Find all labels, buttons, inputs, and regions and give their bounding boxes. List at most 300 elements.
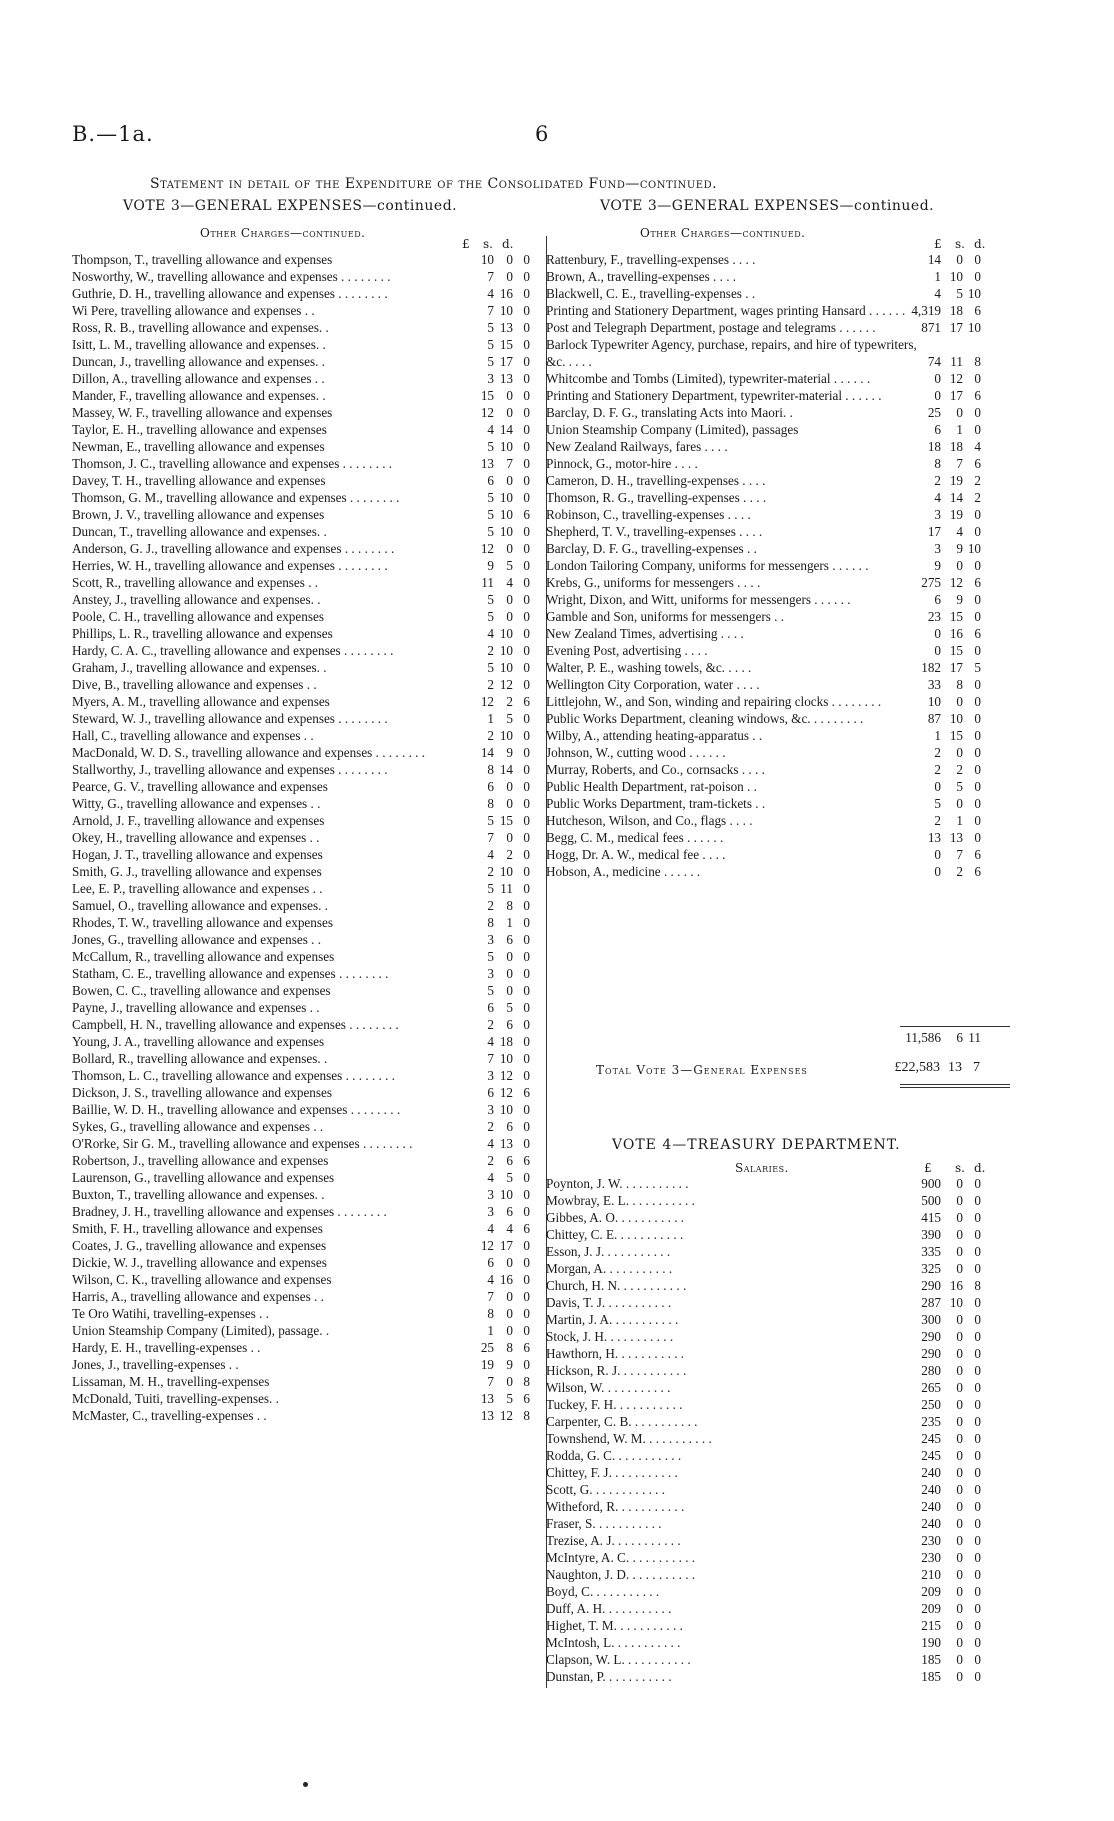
entry-description: Isitt, L. M., travelling allowance and expenses. . [72, 337, 326, 352]
entry-shillings: 15 [499, 813, 513, 828]
entry-description: Trezise, A. J. . . . . . . . . . . [546, 1533, 681, 1548]
entry-pence: 0 [523, 337, 530, 352]
entry-pence: 0 [974, 1363, 981, 1378]
entry-description: Dunstan, P. . . . . . . . . . . [546, 1669, 672, 1684]
entry-description: Blackwell, C. E., travelling-expenses . . [546, 286, 756, 301]
entry-description: Young, J. A., travelling allowance and expenses [72, 1034, 325, 1049]
entry-shillings: 19 [949, 507, 963, 522]
entry-pounds: 280 [921, 1363, 941, 1378]
entry-description: Wright, Dixon, and Witt, uniforms for messengers . . . . . . [546, 592, 851, 607]
entry-row [72, 1067, 530, 1084]
entry-pounds: 7 [487, 1289, 494, 1304]
entry-pounds: 4 [487, 626, 494, 641]
entry-row [546, 1294, 981, 1311]
entry-amount [901, 1583, 981, 1600]
entry-pounds: 275 [921, 575, 941, 590]
entry-description: Newman, E., travelling allowance and expenses [72, 439, 325, 454]
entry-shillings: 13 [499, 320, 513, 335]
entry-shillings: 0 [956, 405, 963, 420]
entry-pounds: 5 [487, 507, 494, 522]
entry-amount [470, 1271, 530, 1288]
page-number: 6 [535, 122, 549, 146]
entry-description: Gamble and Son, uniforms for messengers . . [546, 609, 785, 624]
entry-row [72, 1356, 530, 1373]
entry-shillings: 15 [949, 728, 963, 743]
left-vote-title: VOTE 3—GENERAL EXPENSES—continued. [123, 198, 458, 214]
entry-pounds: 1 [487, 1323, 494, 1338]
entry-description: Guthrie, D. H., travelling allowance and expenses . . . . . . . . [72, 286, 388, 301]
entry-pounds: 240 [921, 1482, 941, 1497]
entry-pence: 2 [974, 473, 981, 488]
entry-amount [470, 1186, 530, 1203]
entry-pounds: 18 [927, 439, 941, 454]
entry-row [72, 1084, 530, 1101]
entry-description: Begg, C. M., medical fees . . . . . . [546, 830, 724, 845]
entry-description: Smith, F. H., travelling allowance and expenses [72, 1221, 323, 1236]
entry-shillings: 0 [956, 1601, 963, 1616]
entry-pounds: 2 [934, 813, 941, 828]
entry-pounds: 5 [487, 813, 494, 828]
entry-shillings: 2 [956, 762, 963, 777]
entry-pounds: 0 [934, 779, 941, 794]
entry-pounds: 3 [487, 1187, 494, 1202]
entry-row [72, 1118, 530, 1135]
entry-pounds: 230 [921, 1533, 941, 1548]
entry-shillings: 16 [949, 626, 963, 641]
entry-pounds: 2 [487, 728, 494, 743]
entry-shillings: 0 [956, 1176, 963, 1191]
entry-shillings: 17 [949, 660, 963, 675]
entry-row [546, 1379, 981, 1396]
entry-shillings: 0 [506, 1306, 513, 1321]
entry-row [72, 285, 530, 302]
entry-pence: 0 [974, 1414, 981, 1429]
entry-description: Murray, Roberts, and Co., cornsacks . . . . [546, 762, 765, 777]
entry-row [72, 880, 530, 897]
entry-row [546, 1668, 981, 1685]
entry-pence: 0 [974, 1312, 981, 1327]
entry-shillings: 0 [506, 1255, 513, 1270]
entry-pounds: 3 [487, 1068, 494, 1083]
entry-amount [470, 353, 530, 370]
entry-amount [470, 1203, 530, 1220]
entry-description: Witty, G., travelling allowance and expenses . . [72, 796, 321, 811]
entry-pounds: 250 [921, 1397, 941, 1412]
entry-description: Hogg, Dr. A. W., medical fee . . . . [546, 847, 726, 862]
entry-pounds: 7 [487, 269, 494, 284]
entry-pounds: 9 [934, 558, 941, 573]
entry-pounds: 245 [921, 1431, 941, 1446]
entry-pounds: 325 [921, 1261, 941, 1276]
entry-row [72, 1203, 530, 1220]
entry-pounds: 4 [487, 286, 494, 301]
entry-pounds: 13 [480, 456, 494, 471]
entry-shillings: 0 [506, 473, 513, 488]
entry-amount [901, 1464, 981, 1481]
entry-row [546, 727, 981, 744]
entry-description: Laurenson, G., travelling allowance and expenses [72, 1170, 335, 1185]
entry-pence: 0 [523, 575, 530, 590]
entry-description: Statham, C. E., travelling allowance and expenses . . . . . . . . [72, 966, 389, 981]
entry-row [72, 965, 530, 982]
entry-shillings: 7 [956, 456, 963, 471]
entry-row [546, 574, 981, 591]
entry-description: Rodda, G. C. . . . . . . . . . . [546, 1448, 682, 1463]
entry-amount [470, 370, 530, 387]
entry-amount [470, 574, 530, 591]
entry-description: Hall, C., travelling allowance and expenses . . [72, 728, 314, 743]
entry-row [546, 710, 981, 727]
entry-pence: 0 [523, 1357, 530, 1372]
entry-amount [901, 676, 981, 693]
entry-description: Scott, G. . . . . . . . . . . . [546, 1482, 666, 1497]
entry-pence: 6 [523, 694, 530, 709]
entry-shillings: 5 [506, 711, 513, 726]
entry-pence: 0 [523, 1272, 530, 1287]
entry-amount [901, 1549, 981, 1566]
entry-pence: 0 [523, 541, 530, 556]
entry-pounds: 5 [934, 796, 941, 811]
entry-amount [901, 710, 981, 727]
page-speck [303, 1782, 308, 1787]
entry-row [546, 1226, 981, 1243]
entry-pence: 0 [523, 1119, 530, 1134]
entry-row [72, 1254, 530, 1271]
entry-description: Barlock Typewriter Agency, purchase, repairs, and hire of typewriters, &c. . . . . [546, 337, 917, 369]
entry-shillings: 5 [506, 1000, 513, 1015]
entry-shillings: 0 [956, 1618, 963, 1633]
entry-amount [901, 591, 981, 608]
entry-shillings: 18 [949, 439, 963, 454]
entry-shillings: 0 [956, 1227, 963, 1242]
entry-description: Union Steamship Company (Limited), passage. . [72, 1323, 330, 1338]
entry-pounds: 190 [921, 1635, 941, 1650]
entry-amount [470, 727, 530, 744]
entry-description: Thompson, T., travelling allowance and expenses [72, 252, 333, 267]
entry-shillings: 15 [499, 337, 513, 352]
entry-pounds: 6 [487, 1085, 494, 1100]
entry-description: Okey, H., travelling allowance and expenses . . [72, 830, 320, 845]
entry-pence: 0 [974, 1261, 981, 1276]
entry-shillings: 1 [506, 915, 513, 930]
entry-pence: 6 [974, 303, 981, 318]
entry-row [72, 251, 530, 268]
entry-amount [470, 1305, 530, 1322]
entry-shillings: 17 [499, 354, 513, 369]
entry-shillings: 9 [506, 1357, 513, 1372]
entry-row [72, 1373, 530, 1390]
entry-pence: 4 [974, 439, 981, 454]
entry-pounds: 12 [480, 694, 494, 709]
entry-row [72, 1033, 530, 1050]
subtotal-pence: 11 [968, 1030, 981, 1045]
entry-pence: 0 [974, 1601, 981, 1616]
entry-pounds: 0 [934, 643, 941, 658]
entry-amount [470, 472, 530, 489]
entry-pence: 0 [523, 898, 530, 913]
entry-pounds: 13 [480, 1391, 494, 1406]
entry-pounds: 265 [921, 1380, 941, 1395]
entry-pounds: 235 [921, 1414, 941, 1429]
entry-pence: 0 [974, 1448, 981, 1463]
entry-shillings: 17 [499, 1238, 513, 1253]
entry-pounds: 5 [487, 881, 494, 896]
entry-row [72, 1288, 530, 1305]
entry-description: Scott, R., travelling allowance and expenses . . [72, 575, 319, 590]
entry-shillings: 13 [949, 830, 963, 845]
entry-amount [901, 812, 981, 829]
entry-row [546, 659, 981, 676]
entry-shillings: 9 [956, 541, 963, 556]
entry-pence: 0 [974, 1380, 981, 1395]
entry-description: Townshend, W. M. . . . . . . . . . . [546, 1431, 712, 1446]
entry-pence: 0 [974, 524, 981, 539]
entry-pence: 0 [523, 1017, 530, 1032]
entry-description: Post and Telegraph Department, postage and telegrams . . . . . . [546, 320, 876, 335]
entry-pence: 0 [974, 813, 981, 828]
entry-pounds: 8 [487, 915, 494, 930]
entry-description: McIntosh, L. . . . . . . . . . . [546, 1635, 681, 1650]
entry-pence: 6 [974, 575, 981, 590]
entry-pounds: 2 [487, 1119, 494, 1134]
vote4-title: VOTE 4—TREASURY DEPARTMENT. [612, 1137, 901, 1153]
entry-pounds: 0 [934, 388, 941, 403]
entry-amount [470, 710, 530, 727]
left-pound-heading: £ [462, 237, 470, 251]
entry-amount [901, 744, 981, 761]
entry-amount [470, 455, 530, 472]
entry-row [546, 285, 981, 302]
entry-description: London Tailoring Company, uniforms for messengers . . . . . . [546, 558, 869, 573]
entry-pence: 0 [523, 1000, 530, 1015]
entry-description: Steward, W. J., travelling allowance and expenses . . . . . . . . [72, 711, 388, 726]
entry-pence: 0 [974, 269, 981, 284]
entry-shillings: 10 [499, 1102, 513, 1117]
entry-amount [901, 1328, 981, 1345]
entry-pence: 0 [974, 1431, 981, 1446]
entry-pence: 0 [974, 1550, 981, 1565]
entry-pounds: 9 [487, 558, 494, 573]
entry-amount [901, 489, 981, 506]
entry-amount [470, 523, 530, 540]
entry-row [546, 1549, 981, 1566]
entry-description: Thomson, L. C., travelling allowance and expenses . . . . . . . . [72, 1068, 396, 1083]
entry-shillings: 0 [956, 558, 963, 573]
entry-row [546, 1481, 981, 1498]
entry-shillings: 0 [956, 1346, 963, 1361]
entry-amount [470, 1050, 530, 1067]
entry-pounds: 185 [921, 1669, 941, 1684]
entry-amount [470, 1339, 530, 1356]
entry-description: Davey, T. H., travelling allowance and expenses [72, 473, 326, 488]
entry-pounds: 4 [487, 1034, 494, 1049]
entry-description: Barclay, D. F. G., translating Acts into Maori. . [546, 405, 793, 420]
entry-row [546, 438, 981, 455]
entry-row [72, 1186, 530, 1203]
subtotal-shillings: 6 [956, 1030, 963, 1045]
entry-row [546, 1464, 981, 1481]
entry-pence: 6 [974, 847, 981, 862]
entry-description: Myers, A. M., travelling allowance and expenses [72, 694, 330, 709]
entry-shillings: 19 [949, 473, 963, 488]
entry-pence: 0 [523, 1102, 530, 1117]
entry-row [72, 421, 530, 438]
entry-pounds: 6 [487, 779, 494, 794]
entry-shillings: 0 [956, 1465, 963, 1480]
entry-pounds: 19 [480, 1357, 494, 1372]
entry-row [72, 591, 530, 608]
total-vote-amount [888, 1060, 980, 1076]
entry-shillings: 4 [506, 1221, 513, 1236]
entry-shillings: 0 [956, 1652, 963, 1667]
entry-amount [470, 404, 530, 421]
left-pence-heading: d. [502, 237, 514, 251]
entry-shillings: 2 [506, 694, 513, 709]
entry-row [546, 642, 981, 659]
entry-amount [470, 795, 530, 812]
entry-description: Shepherd, T. V., travelling-expenses . . . . [546, 524, 763, 539]
entry-description: Anstey, J., travelling allowance and expenses. . [72, 592, 321, 607]
entry-row [546, 1413, 981, 1430]
entry-description: Tuckey, F. H. . . . . . . . . . . [546, 1397, 683, 1412]
entry-row [72, 557, 530, 574]
entry-amount [901, 472, 981, 489]
entry-row [546, 557, 981, 574]
entry-description: Bradney, J. H., travelling allowance and expenses . . . . . . . . [72, 1204, 387, 1219]
entry-amount [901, 404, 981, 421]
entry-pence: 0 [974, 1397, 981, 1412]
entry-pounds: 0 [934, 626, 941, 641]
entry-description: Bollard, R., travelling allowance and expenses. . [72, 1051, 328, 1066]
entry-pence: 0 [523, 609, 530, 624]
entry-pence: 6 [523, 1085, 530, 1100]
entry-description: Church, H. N. . . . . . . . . . . [546, 1278, 687, 1293]
entry-pence: 0 [523, 524, 530, 539]
entry-amount [901, 829, 981, 846]
entry-pence: 0 [523, 405, 530, 420]
left-shilling-heading: s. [483, 237, 493, 251]
entry-pence: 0 [974, 830, 981, 845]
entry-shillings: 0 [956, 1363, 963, 1378]
entry-row [546, 302, 981, 319]
entry-description: New Zealand Times, advertising . . . . [546, 626, 744, 641]
entry-row [72, 761, 530, 778]
entry-amount [901, 574, 981, 591]
entry-pence: 0 [974, 1465, 981, 1480]
entry-shillings: 9 [956, 592, 963, 607]
entry-pence: 0 [523, 1255, 530, 1270]
entry-amount [470, 880, 530, 897]
right-shilling-heading: s. [955, 237, 965, 251]
entry-pence: 0 [974, 711, 981, 726]
entry-shillings: 10 [499, 439, 513, 454]
entry-row [72, 404, 530, 421]
entry-pence: 0 [974, 745, 981, 760]
entry-pounds: 10 [927, 694, 941, 709]
entry-description: Ross, R. B., travelling allowance and expenses. . [72, 320, 329, 335]
entry-pounds: 5 [487, 439, 494, 454]
entry-amount [901, 251, 981, 268]
entry-pence: 0 [523, 711, 530, 726]
entry-row [546, 489, 981, 506]
entry-shillings: 1 [956, 813, 963, 828]
entry-pounds: 2 [934, 473, 941, 488]
entry-description: Esson, J. J. . . . . . . . . . . [546, 1244, 671, 1259]
entry-pounds: 3 [487, 966, 494, 981]
entry-amount [901, 1651, 981, 1668]
entry-amount [901, 1294, 981, 1311]
entry-pence: 0 [974, 728, 981, 743]
entry-amount [470, 1237, 530, 1254]
entry-row [546, 829, 981, 846]
entry-amount [470, 1322, 530, 1339]
entry-pounds: 25 [927, 405, 941, 420]
entry-pence: 0 [523, 422, 530, 437]
entry-pence: 0 [974, 1652, 981, 1667]
entry-row [546, 1532, 981, 1549]
entry-pounds: 7 [487, 830, 494, 845]
entry-pence: 0 [523, 1238, 530, 1253]
entry-shillings: 5 [956, 779, 963, 794]
entry-shillings: 0 [956, 1261, 963, 1276]
entry-shillings: 10 [499, 1187, 513, 1202]
entry-row [546, 1362, 981, 1379]
entry-amount [901, 540, 981, 557]
entry-description: MacDonald, W. D. S., travelling allowance and expenses . . . . . . . . [72, 745, 426, 760]
entry-row [546, 1634, 981, 1651]
entry-amount [901, 438, 981, 455]
entry-description: Brown, A., travelling-expenses . . . . [546, 269, 737, 284]
entry-pence: 0 [974, 1584, 981, 1599]
entry-pounds: 0 [934, 847, 941, 862]
entry-amount [470, 863, 530, 880]
entry-description: Duncan, T., travelling allowance and expenses. . [72, 524, 327, 539]
entry-row [546, 472, 981, 489]
entry-shillings: 0 [956, 1669, 963, 1684]
entry-pence: 0 [523, 728, 530, 743]
entry-description: Jones, J., travelling-expenses . . [72, 1357, 239, 1372]
entry-pence: 0 [523, 796, 530, 811]
entry-pence: 0 [523, 456, 530, 471]
entry-amount [470, 812, 530, 829]
entry-pounds: 209 [921, 1601, 941, 1616]
entry-pence: 0 [974, 1295, 981, 1310]
entry-shillings: 2 [506, 847, 513, 862]
entry-description: Hutcheson, Wilson, and Co., flags . . . . [546, 813, 753, 828]
entry-amount [901, 1175, 981, 1192]
entry-amount [901, 846, 981, 863]
entry-row [72, 1169, 530, 1186]
entry-row [546, 1328, 981, 1345]
entry-pounds: 5 [487, 337, 494, 352]
entry-pence: 0 [523, 847, 530, 862]
entry-row [72, 744, 530, 761]
entry-description: McDonald, Tuiti, travelling-expenses. . [72, 1391, 279, 1406]
entry-amount [901, 1396, 981, 1413]
entry-shillings: 0 [506, 1374, 513, 1389]
entry-row [72, 642, 530, 659]
entry-pence: 0 [523, 915, 530, 930]
entry-shillings: 0 [956, 1414, 963, 1429]
entry-pence: 8 [523, 1408, 530, 1423]
entry-row [546, 1243, 981, 1260]
entry-description: Dillon, A., travelling allowance and expenses . . [72, 371, 325, 386]
entry-pence: 0 [523, 745, 530, 760]
entry-row [546, 608, 981, 625]
entry-description: Wellington City Corporation, water . . . . [546, 677, 760, 692]
entry-row [546, 1566, 981, 1583]
entry-row [546, 812, 981, 829]
